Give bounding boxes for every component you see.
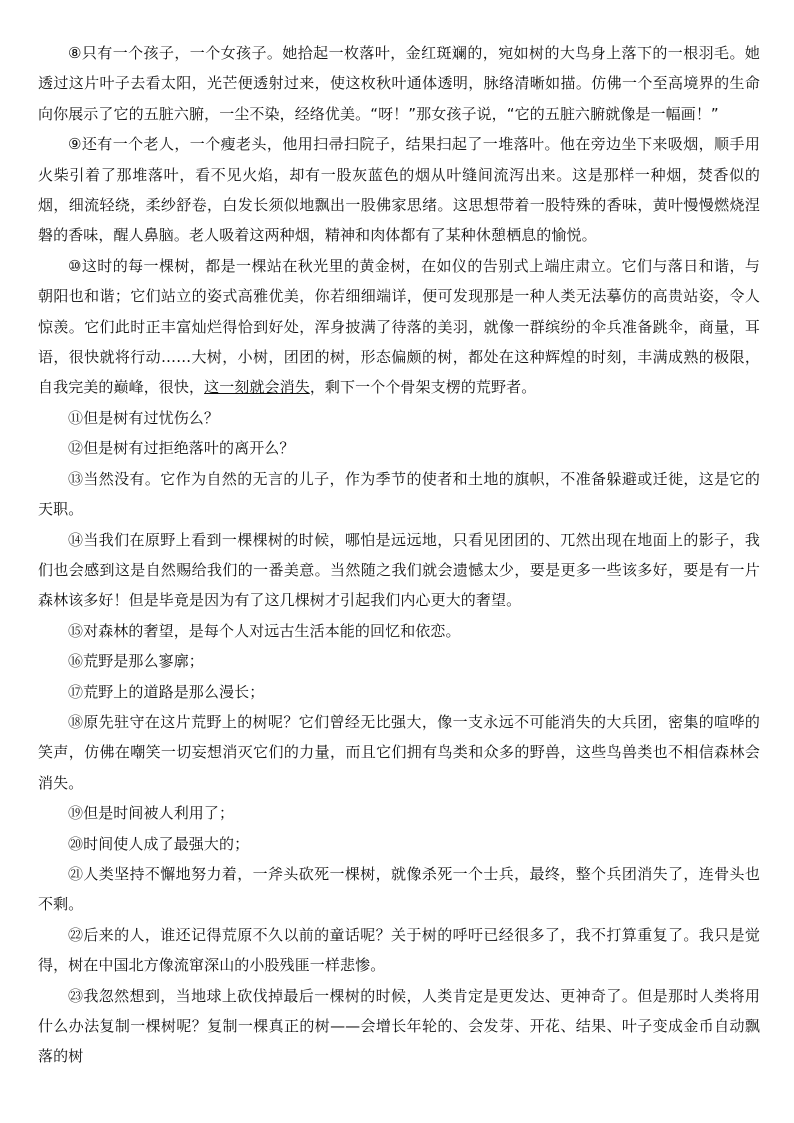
paragraph-21: ㉑人类坚持不懈地努力着，一斧头砍死一棵树，就像杀死一个士兵，最终，整个兵团消失了，连骨头也不剩。 <box>38 864 760 914</box>
paragraph-20: ⑳时间使人成了最强大的； <box>68 834 250 853</box>
paragraph-22: ㉒后来的人，谁还记得荒原不久以前的童话呢？关于树的呼吁已经很多了，我不打算重复了。我只是觉得，树在中国北方像流窜深山的小股残匪一样悲惨。 <box>38 925 760 975</box>
paragraph-11: ⑪但是树有过忧伤么？ <box>68 408 220 427</box>
paragraph-17: ⑰荒野上的道路是那么漫长； <box>68 682 265 701</box>
underlined-phrase: 这一刻就会消失 <box>204 378 310 397</box>
paragraph-9: ⑨还有一个老人，一个瘦老头，他用扫帚扫院子，结果扫起了一堆落叶。他在旁边坐下来吸烟，顺手用火柴引着了那堆落叶，看不见火焰，却有一股灰蓝色的烟从叶缝间流泻出来。这是那样一种烟，焚香似的烟，细流轻绕，柔纱舒卷，白发长须似地飘出一股佛家思绪。这思想带着一股特殊的香味，黄叶慢慢燃烧涅磐的香味，醒人鼻脑。老人吸着这两种烟，精神和肉体都有了某种休憩栖息的愉悦。 <box>38 135 760 245</box>
paragraph-14: ⑭当我们在原野上看到一棵棵树的时候，哪怕是远远地，只看见团团的、兀然出现在地面上的影子，我们也会感到这是自然赐给我们的一番美意。当然随之我们就会遗憾太少，要是更多一些该多好，要是有一片森林该多好！但是毕竟是因为有了这几棵树才引起我们内心更大的奢望。 <box>38 530 760 610</box>
paragraph-19: ⑲但是时间被人利用了； <box>68 804 235 823</box>
paragraph-10 <box>38 251 760 403</box>
paragraph-10-text-after: ，剩下一个个骨架支楞的荒野者。 <box>309 378 537 397</box>
paragraph-18: ⑱原先驻守在这片荒野上的树呢？它们曾经无比强大，像一支永远不可能消失的大兵团，密集的喧哗的笑声，仿佛在嘲笑一切妄想消灭它们的力量，而且它们拥有鸟类和众多的野兽，这些鸟兽类也不相信森林会消失。 <box>38 712 760 792</box>
paragraph-16: ⑯荒野是那么寥廓； <box>68 652 204 671</box>
document-page <box>38 38 760 1098</box>
paragraph-23: ㉓我忽然想到，当地球上砍伐掉最后一棵树的时候，人类肯定是更发达、更神奇了。但是那时人类将用什么办法复制一棵树呢？复制一棵真正的树——会增长年轮的、会发芽、开花、结果、叶子变成金币自动飘落的树 <box>38 986 760 1066</box>
paragraph-10-text-before: ⑩这时的每一棵树，都是一棵站在秋光里的黄金树，在如仪的告别式上端庄肃立。它们与落日和谐，与朝阳也和谐；它们站立的姿式高雅优美，你若细细端详，便可发现那是一种人类无法摹仿的高贵站姿，令人惊羡。它们此时正丰富灿烂得恰到好处，浑身披满了待落的美羽，就像一群缤纷的伞兵准备跳伞，商量，耳语，很快就将行动……大树，小树，团团的树，形态偏颇的树，都处在这种辉煌的时刻，丰满成熟的极限，自我完美的巅峰，很快， <box>38 256 760 397</box>
paragraph-12: ⑫但是树有过拒绝落叶的离开么？ <box>68 439 295 458</box>
paragraph-15: ⑮对森林的奢望，是每个人对远古生活本能的回忆和依恋。 <box>68 621 461 640</box>
paragraph-13: ⑬当然没有。它作为自然的无言的儿子，作为季节的使者和土地的旗帜，不准备躲避或迁徙，这是它的天职。 <box>38 469 760 519</box>
paragraph-8: ⑧只有一个孩子，一个女孩子。她拾起一枚落叶，金红斑斓的，宛如树的大鸟身上落下的一根羽毛。她透过这片叶子去看太阳，光芒便透射过来，使这枚秋叶通体透明，脉络清晰如描。仿佛一个至高境界的生命向你展示了它的五脏六腑，一尘不染，经络优美。“呀！”那女孩子说，“它的五脏六腑就像是一幅画！” <box>38 44 760 123</box>
